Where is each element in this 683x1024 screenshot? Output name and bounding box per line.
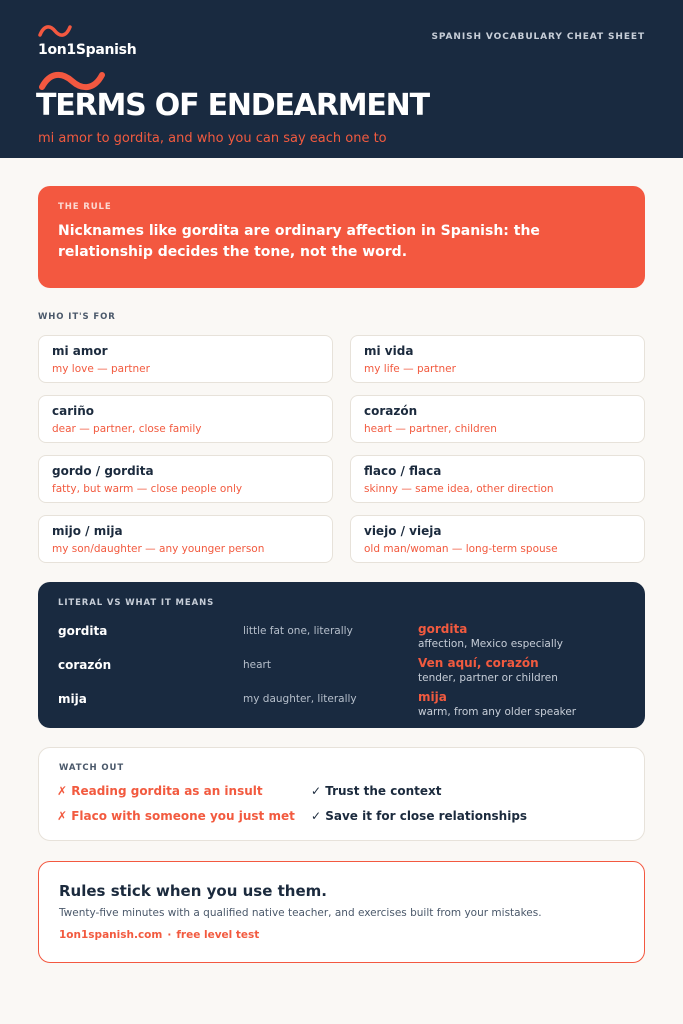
card-gloss: my love — partner — [52, 363, 150, 375]
site-link[interactable]: 1on1spanish.com — [59, 929, 163, 941]
brand-logo[interactable] — [38, 24, 137, 58]
term-card — [350, 335, 645, 383]
cta-title: Rules stick when you use them. — [59, 882, 327, 900]
usage-meaning: warm, from any older speaker — [418, 706, 577, 718]
card-term: mijo / mija — [52, 524, 123, 538]
header-banner — [0, 0, 683, 158]
term-card — [38, 515, 333, 563]
term-card — [350, 515, 645, 563]
rule-text: Nicknames like gordita are ordinary affection in Spanish: the relationship decides the tone, not the word. — [58, 223, 540, 260]
literal-translation: little fat one, literally — [243, 625, 353, 637]
rule-label: THE RULE — [58, 202, 112, 212]
literal-row — [58, 658, 628, 690]
card-term: mi amor — [52, 344, 108, 358]
watch-dont-item: ✗ Reading gordita as an insult — [57, 784, 263, 798]
page-subtitle: mi amor to gordita, and who you can say each one to — [38, 131, 387, 146]
cta-text: Twenty-five minutes with a qualified native teacher, and exercises built from your mistakes. — [59, 907, 542, 919]
cta-box — [38, 861, 645, 963]
card-gloss: my life — partner — [364, 363, 456, 375]
usage-phrase: Ven aquí, corazón — [418, 656, 539, 670]
cta-links — [59, 929, 624, 941]
card-term: mi vida — [364, 344, 414, 358]
term-card — [350, 455, 645, 503]
literal-row — [58, 624, 628, 656]
card-gloss: heart — partner, children — [364, 423, 497, 435]
sheet-tag: SPANISH VOCABULARY CHEAT SHEET — [431, 32, 645, 42]
literal-label: LITERAL VS WHAT IT MEANS — [58, 598, 215, 608]
card-term: flaco / flaca — [364, 464, 442, 478]
literal-table — [38, 582, 645, 728]
brand-name: 1on1Spanish — [38, 42, 137, 58]
card-term: cariño — [52, 404, 95, 418]
card-gloss: fatty, but warm — close people only — [52, 483, 243, 495]
watch-do-item: ✓ Save it for close relationships — [311, 809, 528, 823]
who-label: WHO IT'S FOR — [38, 312, 116, 322]
card-term: corazón — [364, 404, 418, 418]
wave-logo-icon — [38, 24, 72, 38]
literal-translation: heart — [243, 659, 271, 671]
literal-term: corazón — [58, 658, 112, 672]
term-card — [350, 395, 645, 443]
term-card — [38, 455, 333, 503]
watch-out-label: WATCH OUT — [59, 763, 125, 773]
literal-translation: my daughter, literally — [243, 693, 357, 705]
literal-row — [58, 692, 628, 724]
card-gloss: my son/daughter — any younger person — [52, 543, 265, 555]
literal-term: gordita — [58, 624, 108, 638]
card-gloss: old man/woman — long-term spouse — [364, 543, 558, 555]
card-gloss: skinny — same idea, other direction — [364, 483, 554, 495]
literal-term: mija — [58, 692, 87, 706]
watch-dont-item: ✗ Flaco with someone you just met — [57, 809, 295, 823]
term-card — [38, 395, 333, 443]
rule-box — [38, 186, 645, 288]
usage-meaning: tender, partner or children — [418, 672, 558, 684]
separator-dot: · — [167, 929, 172, 941]
term-card — [38, 335, 333, 383]
usage-meaning: affection, Mexico especially — [418, 638, 563, 650]
usage-phrase: gordita — [418, 622, 468, 636]
free-level-test-link[interactable]: free level test — [176, 929, 260, 941]
watch-out-box — [38, 747, 645, 841]
page-title: TERMS OF ENDEARMENT — [36, 88, 429, 123]
card-gloss: dear — partner, close family — [52, 423, 202, 435]
card-term: viejo / vieja — [364, 524, 442, 538]
card-term: gordo / gordita — [52, 464, 154, 478]
watch-do-item: ✓ Trust the context — [311, 784, 442, 798]
usage-phrase: mija — [418, 690, 447, 704]
